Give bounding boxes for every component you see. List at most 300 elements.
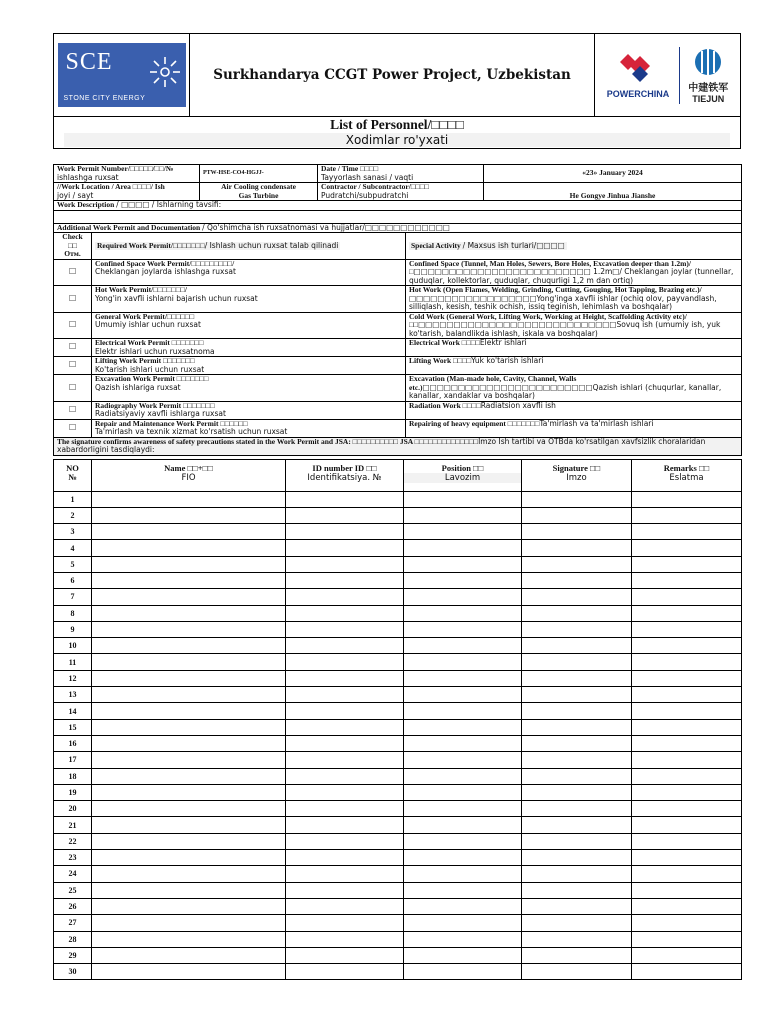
- id-cell[interactable]: [286, 719, 404, 735]
- location-row: [54, 183, 742, 201]
- id-cell[interactable]: [286, 507, 404, 523]
- column-header-sub: №: [68, 471, 77, 482]
- row-number: 3: [54, 524, 92, 540]
- remarks-cell[interactable]: [632, 915, 742, 931]
- position-cell[interactable]: [404, 866, 522, 882]
- name-cell[interactable]: [92, 556, 286, 572]
- name-cell[interactable]: [92, 638, 286, 654]
- position-cell[interactable]: [404, 850, 522, 866]
- name-cell[interactable]: [92, 947, 286, 963]
- permit-number-row: [54, 165, 742, 183]
- column-header: [286, 459, 404, 491]
- signature-cell[interactable]: [522, 964, 632, 980]
- remarks-cell[interactable]: [632, 850, 742, 866]
- row-number: 8: [54, 605, 92, 621]
- row-number: 15: [54, 719, 92, 735]
- remarks-cell[interactable]: [632, 491, 742, 507]
- name-cell[interactable]: [92, 621, 286, 637]
- position-cell[interactable]: [404, 768, 522, 784]
- check-header-ru: Отм.: [64, 249, 81, 258]
- permit-check-table: [53, 233, 742, 456]
- activity-cell: [406, 357, 742, 375]
- position-cell[interactable]: [404, 947, 522, 963]
- sce-logo-subtitle: STONE CITY ENERGY: [63, 95, 146, 102]
- activity-name-sub: □□□□□□□□□□□□□□□□□□□□□□□□Qazish ishlari (chuqurlar, kanallar, kanallar, xandaklar va boshqalar): [409, 382, 722, 400]
- remarks-cell[interactable]: [632, 540, 742, 556]
- permit-checkbox[interactable]: □: [54, 286, 92, 313]
- permit-row: [54, 286, 742, 313]
- signature-cell[interactable]: [522, 605, 632, 621]
- date-label: Date / Time □□□□: [321, 164, 379, 173]
- sce-logo: [58, 43, 186, 107]
- table-row: [54, 801, 742, 817]
- permit-row: [54, 357, 742, 375]
- position-cell[interactable]: [404, 556, 522, 572]
- permit-checkbox[interactable]: □: [54, 401, 92, 419]
- position-cell[interactable]: [404, 540, 522, 556]
- row-number: 13: [54, 687, 92, 703]
- id-cell[interactable]: [286, 947, 404, 963]
- row-number: 20: [54, 801, 92, 817]
- table-row: [54, 735, 742, 751]
- id-cell[interactable]: [286, 964, 404, 980]
- signature-cell[interactable]: [522, 931, 632, 947]
- remarks-cell[interactable]: [632, 752, 742, 768]
- signature-cell[interactable]: [522, 719, 632, 735]
- id-cell[interactable]: [286, 752, 404, 768]
- row-number: 21: [54, 817, 92, 833]
- description-value-row: [54, 210, 742, 223]
- activity-name-sub: □□□□□□□□□□□□□□□□□□□□□□□□□ 1.2m□/ Cheklangan joylar (tunnellar, quduqlar, kollektorlar, quduqlar, chuqurligi 1,2 m dan ortiq): [409, 267, 734, 285]
- name-cell[interactable]: [92, 491, 286, 507]
- table-row: [54, 654, 742, 670]
- table-row: [54, 589, 742, 605]
- activity-name: Cold Work (General Work, Lifting Work, Working at Height, Scaffolding Activity etc)/□□: [409, 311, 687, 329]
- additional-label-cell: [54, 223, 742, 233]
- activity-name: Lifting Work □□□□: [409, 356, 472, 365]
- row-number: 12: [54, 670, 92, 686]
- position-cell[interactable]: [404, 703, 522, 719]
- remarks-cell[interactable]: [632, 866, 742, 882]
- row-number: 10: [54, 638, 92, 654]
- permit-row: [54, 259, 742, 286]
- name-cell[interactable]: [92, 801, 286, 817]
- column-header-label: Remarks □□: [663, 462, 710, 473]
- signature-cell[interactable]: [522, 768, 632, 784]
- table-row: [54, 524, 742, 540]
- date-label-sub: Tayyorlash sanasi / vaqti: [321, 172, 414, 182]
- id-cell[interactable]: [286, 540, 404, 556]
- table-row: [54, 768, 742, 784]
- description-value[interactable]: [54, 210, 742, 223]
- id-cell[interactable]: [286, 654, 404, 670]
- name-cell[interactable]: [92, 719, 286, 735]
- signature-cell[interactable]: [522, 507, 632, 523]
- position-cell[interactable]: [404, 752, 522, 768]
- activity-name-sub: Ta'mirlash va ta'mirlash ishlari: [539, 418, 654, 428]
- sun-rays-icon: [148, 55, 182, 89]
- permit-row: [54, 339, 742, 357]
- row-number: 9: [54, 621, 92, 637]
- location-label-cell: [54, 183, 200, 201]
- permit-info-table: [53, 164, 742, 233]
- list-title-block: [53, 117, 741, 149]
- name-cell[interactable]: [92, 540, 286, 556]
- contractor-value[interactable]: He Gongye Jinhua Jianshe: [484, 183, 742, 201]
- remarks-cell[interactable]: [632, 621, 742, 637]
- name-cell[interactable]: [92, 589, 286, 605]
- signature-note-text: The signature confirms awareness of safety precautions stated in the Work Permit and JSA: □□□□□□□□□□ JSA □□□□□□□□□□□□□□: [57, 436, 479, 446]
- permit-name-cell: [92, 401, 406, 419]
- remarks-cell[interactable]: [632, 882, 742, 898]
- id-cell[interactable]: [286, 687, 404, 703]
- name-cell[interactable]: [92, 654, 286, 670]
- remarks-cell[interactable]: [632, 638, 742, 654]
- id-cell[interactable]: [286, 605, 404, 621]
- permit-checkbox[interactable]: □: [54, 339, 92, 357]
- signature-cell[interactable]: [522, 947, 632, 963]
- table-row: [54, 833, 742, 849]
- id-cell[interactable]: [286, 768, 404, 784]
- table-row: [54, 866, 742, 882]
- permit-row: [54, 401, 742, 419]
- position-cell[interactable]: [404, 817, 522, 833]
- permit-row: [54, 312, 742, 339]
- position-cell[interactable]: [404, 638, 522, 654]
- sce-logo-cell: [54, 34, 190, 116]
- name-cell[interactable]: [92, 752, 286, 768]
- date-value[interactable]: «23» January 2024: [484, 165, 742, 183]
- id-cell[interactable]: [286, 735, 404, 751]
- signature-cell[interactable]: [522, 784, 632, 800]
- position-cell[interactable]: [404, 491, 522, 507]
- permit-name-sub: Elektr ishlari uchun ruxsatnoma: [95, 346, 215, 356]
- remarks-cell[interactable]: [632, 964, 742, 980]
- position-cell[interactable]: [404, 719, 522, 735]
- table-row: [54, 540, 742, 556]
- column-header-sub: FIO: [181, 472, 196, 483]
- name-cell[interactable]: [92, 524, 286, 540]
- table-row: [54, 964, 742, 980]
- position-cell[interactable]: [404, 524, 522, 540]
- id-cell[interactable]: [286, 589, 404, 605]
- powerchina-logo: [607, 52, 670, 99]
- remarks-cell[interactable]: [632, 719, 742, 735]
- signature-note: [54, 437, 742, 455]
- position-cell[interactable]: [404, 882, 522, 898]
- activity-cell: [406, 286, 742, 313]
- position-cell[interactable]: [404, 670, 522, 686]
- id-cell[interactable]: [286, 915, 404, 931]
- signature-cell[interactable]: [522, 524, 632, 540]
- position-cell[interactable]: [404, 915, 522, 931]
- permit-name-cell: [92, 419, 406, 437]
- remarks-cell[interactable]: [632, 556, 742, 572]
- id-cell[interactable]: [286, 931, 404, 947]
- table-row: [54, 898, 742, 914]
- activity-name-sub: Elektr ishlari: [479, 338, 527, 347]
- permit-check-header-row: [54, 233, 742, 259]
- location-label: //Work Location / Area □□□□/ Ish: [57, 182, 165, 191]
- remarks-cell[interactable]: [632, 817, 742, 833]
- permit-name: Lifting Work Permit □□□□□□□: [95, 356, 195, 365]
- table-row: [54, 719, 742, 735]
- column-header: [54, 459, 92, 491]
- position-cell[interactable]: [404, 507, 522, 523]
- id-cell[interactable]: [286, 850, 404, 866]
- permit-checkbox[interactable]: □: [54, 259, 92, 286]
- document-header: [53, 33, 741, 117]
- name-cell[interactable]: [92, 784, 286, 800]
- permit-name: Confined Space Work Permit/□□□□□□□□□/: [95, 258, 235, 268]
- name-cell[interactable]: [92, 687, 286, 703]
- column-header: [632, 459, 742, 491]
- remarks-cell[interactable]: [632, 768, 742, 784]
- column-header-sub: Identifikatsiya. №: [307, 472, 382, 483]
- name-cell[interactable]: [92, 833, 286, 849]
- signature-cell[interactable]: [522, 491, 632, 507]
- row-number: 16: [54, 735, 92, 751]
- position-cell[interactable]: [404, 784, 522, 800]
- signature-cell[interactable]: [522, 670, 632, 686]
- special-activity-label: Special Activity: [411, 240, 461, 250]
- id-cell[interactable]: [286, 882, 404, 898]
- additional-label: Additional Work Permit and Documentation: [57, 222, 201, 232]
- permit-name: General Work Permit/□□□□□□: [95, 311, 195, 321]
- permit-checkbox[interactable]: □: [54, 357, 92, 375]
- name-cell[interactable]: [92, 931, 286, 947]
- name-cell[interactable]: [92, 507, 286, 523]
- tiejun-logo-chinese: 中建铁军: [688, 82, 729, 94]
- project-title: Surkhandarya CCGT Power Project, Uzbekistan: [213, 67, 571, 83]
- id-cell[interactable]: [286, 621, 404, 637]
- name-cell[interactable]: [92, 768, 286, 784]
- id-cell[interactable]: [286, 801, 404, 817]
- name-cell[interactable]: [92, 670, 286, 686]
- name-cell[interactable]: [92, 964, 286, 980]
- id-cell[interactable]: [286, 898, 404, 914]
- position-cell[interactable]: [404, 735, 522, 751]
- name-cell[interactable]: [92, 817, 286, 833]
- signature-cell[interactable]: [522, 817, 632, 833]
- remarks-cell[interactable]: [632, 833, 742, 849]
- column-header-sub: Eslatma: [669, 472, 704, 483]
- tiejun-logo-text: TIEJUN: [692, 93, 725, 104]
- activity-cell: [406, 312, 742, 339]
- signature-cell[interactable]: [522, 801, 632, 817]
- signature-cell[interactable]: [522, 638, 632, 654]
- column-header-label: Position □□: [441, 462, 484, 473]
- row-number: 14: [54, 703, 92, 719]
- contractor-logos: [594, 34, 740, 116]
- table-row: [54, 752, 742, 768]
- table-row: [54, 687, 742, 703]
- location-label-sub: joyi / sayt: [57, 190, 94, 200]
- permit-name-sub: Yong'in xavfli ishlarni bajarish uchun ruxsat: [95, 293, 258, 303]
- signature-cell[interactable]: [522, 752, 632, 768]
- position-cell[interactable]: [404, 833, 522, 849]
- row-number: 28: [54, 931, 92, 947]
- id-cell[interactable]: [286, 556, 404, 572]
- permit-name-sub: Qazish ishlariga ruxsat: [95, 382, 181, 392]
- id-cell[interactable]: [286, 638, 404, 654]
- column-header-label: NO: [66, 462, 79, 473]
- table-row: [54, 915, 742, 931]
- table-row: [54, 931, 742, 947]
- name-cell[interactable]: [92, 605, 286, 621]
- signature-cell[interactable]: [522, 735, 632, 751]
- signature-cell[interactable]: [522, 703, 632, 719]
- signature-cell[interactable]: [522, 850, 632, 866]
- id-cell[interactable]: [286, 784, 404, 800]
- remarks-cell[interactable]: [632, 507, 742, 523]
- signature-cell[interactable]: [522, 898, 632, 914]
- remarks-cell[interactable]: [632, 670, 742, 686]
- signature-cell[interactable]: [522, 654, 632, 670]
- remarks-cell[interactable]: [632, 572, 742, 588]
- remarks-cell[interactable]: [632, 947, 742, 963]
- remarks-cell[interactable]: [632, 801, 742, 817]
- name-cell[interactable]: [92, 572, 286, 588]
- personnel-header-row: [54, 459, 742, 491]
- remarks-cell[interactable]: [632, 703, 742, 719]
- row-number: 4: [54, 540, 92, 556]
- permit-checkbox[interactable]: □: [54, 312, 92, 339]
- name-cell[interactable]: [92, 882, 286, 898]
- special-activity-label-sub: / Maxsus ish turlari/□□□□: [462, 240, 565, 250]
- id-cell[interactable]: [286, 866, 404, 882]
- name-cell[interactable]: [92, 915, 286, 931]
- remarks-cell[interactable]: [632, 735, 742, 751]
- permit-checkbox[interactable]: □: [54, 419, 92, 437]
- activity-name-sub: Yuk ko'tarish ishlari: [471, 356, 544, 365]
- permit-name-cell: [92, 312, 406, 339]
- permit-name-cell: [92, 339, 406, 357]
- row-number: 24: [54, 866, 92, 882]
- remarks-cell[interactable]: [632, 654, 742, 670]
- location-value-cell[interactable]: [200, 183, 318, 201]
- signature-cell[interactable]: [522, 882, 632, 898]
- position-cell[interactable]: [404, 687, 522, 703]
- name-cell[interactable]: [92, 866, 286, 882]
- row-number: 23: [54, 850, 92, 866]
- id-cell[interactable]: [286, 817, 404, 833]
- list-title-uzbek: Xodimlar ro'yxati: [64, 133, 730, 147]
- id-cell[interactable]: [286, 670, 404, 686]
- column-header-label: Signature □□: [552, 462, 601, 473]
- required-permit-label: Required Work Permit/□□□□□□□: [97, 240, 205, 250]
- row-number: 18: [54, 768, 92, 784]
- permit-name-sub: Umumiy ishlar uchun ruxsat: [95, 320, 201, 329]
- permit-number-value[interactable]: PTW-HSE-CO4-HGJJ-: [200, 165, 318, 183]
- position-cell[interactable]: [404, 605, 522, 621]
- signature-cell[interactable]: [522, 621, 632, 637]
- signature-cell[interactable]: [522, 540, 632, 556]
- table-row: [54, 784, 742, 800]
- signature-cell[interactable]: [522, 687, 632, 703]
- position-cell[interactable]: [404, 589, 522, 605]
- table-row: [54, 947, 742, 963]
- description-label-cell: [54, 201, 742, 211]
- row-number: 25: [54, 882, 92, 898]
- remarks-cell[interactable]: [632, 898, 742, 914]
- table-row: [54, 507, 742, 523]
- position-cell[interactable]: [404, 964, 522, 980]
- document-page: [53, 33, 741, 980]
- position-cell[interactable]: [404, 572, 522, 588]
- column-header-sub: Lavozim: [404, 473, 521, 483]
- table-row: [54, 882, 742, 898]
- signature-cell[interactable]: [522, 589, 632, 605]
- permit-number-label-cell: [54, 165, 200, 183]
- sce-logo-text: SCE: [65, 49, 113, 75]
- position-cell[interactable]: [404, 931, 522, 947]
- activity-name: Confined Space (Tunnel, Man Holes, Sewers, Bore Holes, Excavation deeper than 1.2m)/□: [409, 258, 691, 276]
- position-cell[interactable]: [404, 898, 522, 914]
- position-cell[interactable]: [404, 801, 522, 817]
- remarks-cell[interactable]: [632, 605, 742, 621]
- description-label-sub: / □□□□ / Ishlarning tavsifi:: [116, 200, 222, 209]
- activity-name-sub: □□□□□□□□□□□□□□□□□□□□□□□□□□□□Sovuq ish (umumiy ish, yuk ko'tarish, balandlikda ishlash, iskala va boshqalar): [409, 320, 721, 338]
- id-cell[interactable]: [286, 572, 404, 588]
- permit-name: Electrical Work Permit □□□□□□□: [95, 338, 204, 347]
- signature-cell[interactable]: [522, 915, 632, 931]
- remarks-cell[interactable]: [632, 687, 742, 703]
- name-cell[interactable]: [92, 735, 286, 751]
- tiejun-globe-icon: [691, 47, 725, 77]
- table-row: [54, 621, 742, 637]
- location-value-2: Gas Turbine: [238, 190, 279, 200]
- row-number: 22: [54, 833, 92, 849]
- row-number: 5: [54, 556, 92, 572]
- column-header-label: ID number ID □□: [312, 462, 377, 473]
- remarks-cell[interactable]: [632, 784, 742, 800]
- id-cell[interactable]: [286, 491, 404, 507]
- activity-cell: [406, 339, 742, 357]
- permit-name: Hot Work Permit/□□□□□□□/: [95, 285, 187, 294]
- position-cell[interactable]: [404, 621, 522, 637]
- row-number: 11: [54, 654, 92, 670]
- permit-name-cell: [92, 286, 406, 313]
- row-number: 7: [54, 589, 92, 605]
- name-cell[interactable]: [92, 850, 286, 866]
- signature-cell[interactable]: [522, 866, 632, 882]
- permit-name-cell: [92, 375, 406, 402]
- remarks-cell[interactable]: [632, 931, 742, 947]
- column-header-sub: Imzo: [566, 472, 587, 483]
- name-cell[interactable]: [92, 703, 286, 719]
- table-row: [54, 605, 742, 621]
- signature-cell[interactable]: [522, 572, 632, 588]
- name-cell[interactable]: [92, 898, 286, 914]
- table-row: [54, 638, 742, 654]
- permit-row: [54, 419, 742, 437]
- id-cell[interactable]: [286, 833, 404, 849]
- signature-cell[interactable]: [522, 833, 632, 849]
- signature-cell[interactable]: [522, 556, 632, 572]
- id-cell[interactable]: [286, 703, 404, 719]
- activity-name-sub: Radiatsion xavfli ish: [480, 400, 556, 410]
- position-cell[interactable]: [404, 654, 522, 670]
- row-number: 1: [54, 491, 92, 507]
- id-cell[interactable]: [286, 524, 404, 540]
- check-header-label: Check: [62, 232, 83, 241]
- activity-name: Excavation (Man-made hole, Cavity, Channel, Walls etc.): [409, 374, 577, 392]
- remarks-cell[interactable]: [632, 589, 742, 605]
- permit-checkbox[interactable]: □: [54, 375, 92, 402]
- remarks-cell[interactable]: [632, 524, 742, 540]
- permit-name-sub: Radiatsiyaviy xavfli ishlarga ruxsat: [95, 409, 226, 418]
